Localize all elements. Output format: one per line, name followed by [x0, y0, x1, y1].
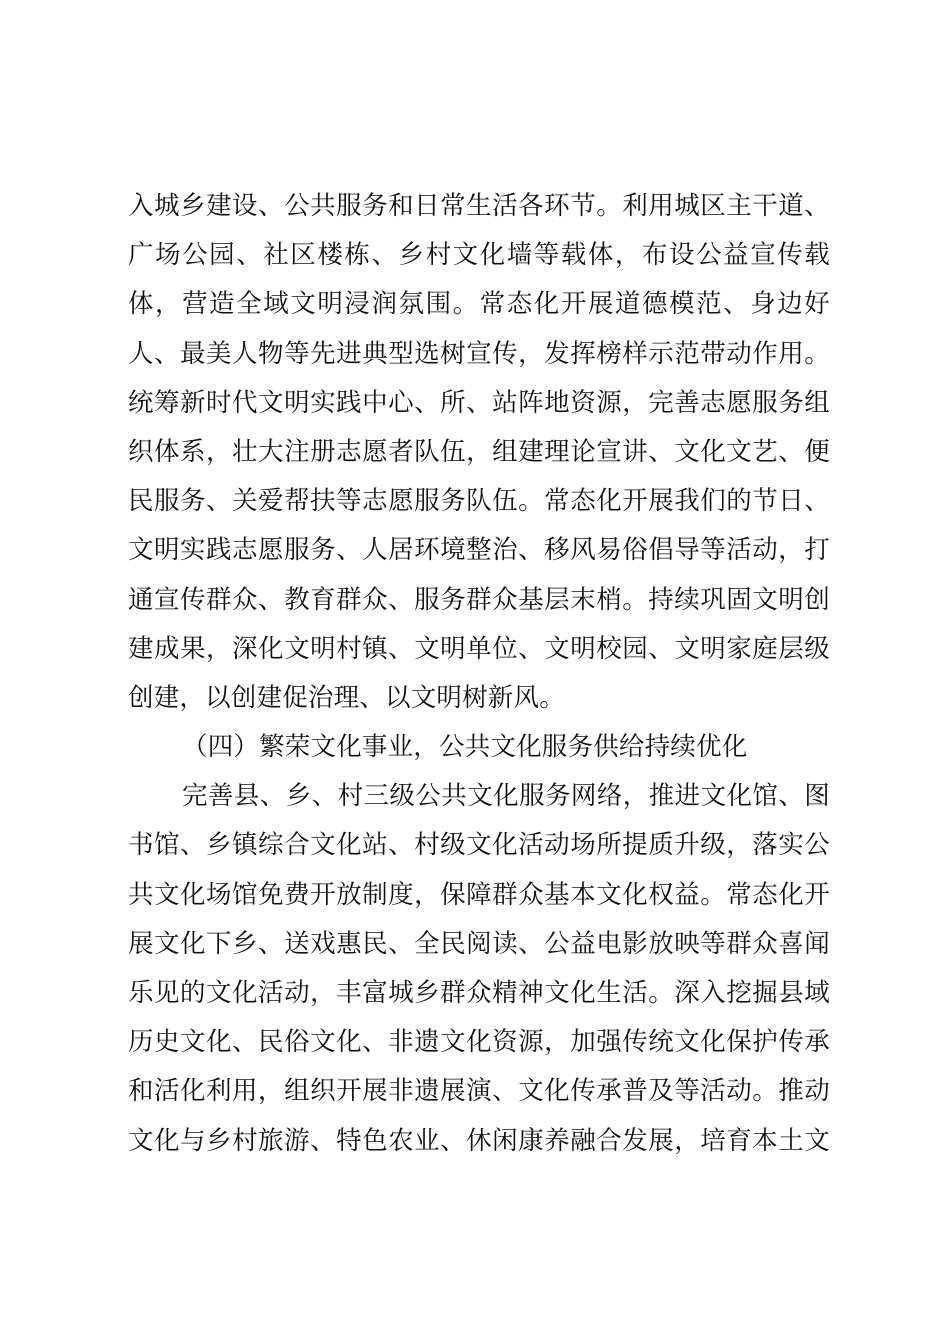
text-line: 人、最美人物等先进典型选树宣传，发挥榜样示范带动作用。 [128, 338, 830, 369]
text-line: 织体系，壮大注册志愿者队伍，组建理论宣讲、文化文艺、便 [128, 436, 830, 467]
section-heading: （四）繁荣文化事业，公共文化服务供给持续优化 [182, 732, 748, 763]
text-line: 和活化利用，组织开展非遗展演、文化传承普及等活动。推动 [128, 1076, 830, 1107]
text-line: 完善县、乡、村三级公共文化服务网络，推进文化馆、图 [182, 781, 830, 812]
text-line: 通宣传群众、教育群众、服务群众基层末梢。持续巩固文明创 [128, 584, 830, 615]
text-line: 广场公园、社区楼栋、乡村文化墙等载体，布设公益宣传载 [128, 240, 830, 271]
text-line: 入城乡建设、公共服务和日常生活各环节。利用城区主干道、 [128, 191, 830, 221]
body-text [128, 182, 830, 1166]
text-line: 历史文化、民俗文化、非遗文化资源，加强传统文化保护传承 [128, 1027, 830, 1058]
text-line: 文明实践志愿服务、人居环境整治、移风易俗倡导等活动，打 [128, 535, 830, 566]
text-line: 书馆、乡镇综合文化站、村级文化活动场所提质升级，落实公 [128, 830, 830, 861]
text-line: 乐见的文化活动，丰富城乡群众精神文化生活。深入挖掘县域 [128, 978, 830, 1008]
text-line: 展文化下乡、送戏惠民、全民阅读、公益电影放映等群众喜闻 [128, 928, 830, 959]
text-line: 体，营造全域文明浸润氛围。常态化开展道德模范、身边好 [128, 289, 830, 320]
text-line: 统筹新时代文明实践中心、所、站阵地资源，完善志愿服务组 [128, 387, 830, 418]
text-line: 民服务、关爱帮扶等志愿服务队伍。常态化开展我们的节日、 [128, 486, 830, 517]
text-line: 创建，以创建促治理、以文明树新风。 [128, 682, 565, 713]
text-line: 建成果，深化文明村镇、文明单位、文明校园、文明家庭层级 [128, 633, 830, 664]
text-line: 文化与乡村旅游、特色农业、休闲康养融合发展，培育本土文 [128, 1125, 830, 1156]
text-line: 共文化场馆免费开放制度，保障群众基本文化权益。常态化开 [128, 879, 830, 910]
